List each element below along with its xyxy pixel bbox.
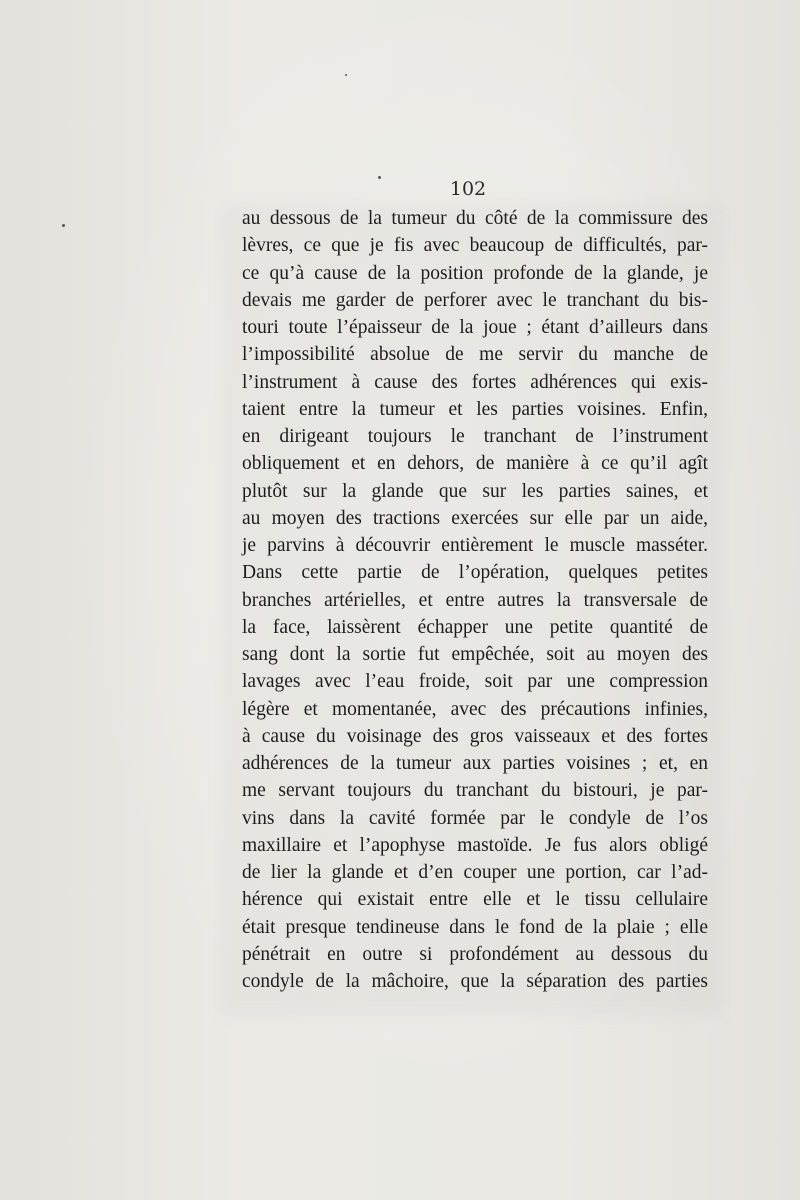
text-line: lèvres, ce que je fis avec beaucoup de difficultés, par-	[242, 235, 708, 257]
page-number: 102	[449, 178, 487, 200]
paper-speck	[62, 224, 65, 227]
text-line: la face, laissèrent échapper une petite quantité de	[242, 616, 708, 638]
text-line: maxillaire et l’apophyse mastoïde. Je fus alors obligé	[242, 834, 708, 856]
text-line: l’instrument à cause des fortes adhérences qui exis-	[242, 371, 708, 393]
text-line: Dans cette partie de l’opération, quelques petites	[242, 562, 708, 584]
text-line: en dirigeant toujours le tranchant de l’instrument	[242, 426, 708, 447]
text-line: plutôt sur la glande que sur les parties saines, et	[242, 480, 708, 502]
text-line: devais me garder de perforer avec le tranchant du bis-	[242, 289, 708, 311]
text-line: pénétrait en outre si profondément au dessous du	[242, 943, 708, 965]
text-line: me servant toujours du tranchant du bistouri, je par-	[242, 780, 708, 802]
paper-speck	[345, 74, 347, 76]
text-line: branches artérielles, et entre autres la transversale de	[242, 589, 708, 611]
text-line: sang dont la sortie fut empêchée, soit au moyen des	[242, 644, 708, 665]
text-line: de lier la glande et d’en couper une portion, car l’ad-	[242, 862, 708, 883]
text-line: l’impossibilité absolue de me servir du manche de	[242, 344, 708, 366]
text-line: taient entre la tumeur et les parties voisines. Enfin,	[242, 398, 708, 420]
text-line: obliquement et en dehors, de manière à ce qu’il agît	[242, 453, 708, 475]
text-line: je parvins à découvrir entièrement le muscle masséter.	[242, 535, 708, 556]
text-line: à cause du voisinage des gros vaisseaux et des fortes	[242, 725, 708, 747]
text-line: condyle de la mâchoire, que la séparation des parties	[242, 971, 708, 992]
text-line: vins dans la cavité formée par le condyle de l’os	[242, 807, 708, 829]
text-line: lavages avec l’eau froide, soit par une compression	[242, 671, 708, 693]
body-text	[242, 205, 708, 995]
text-line: au dessous de la tumeur du côté de la commissure des	[242, 208, 708, 229]
text-line: était presque tendineuse dans le fond de la plaie ; elle	[242, 916, 708, 938]
text-line: au moyen des tractions exercées sur elle par un aide,	[242, 507, 708, 529]
text-line: légère et momentanée, avec des précautions infinies,	[242, 698, 708, 720]
text-line: adhérences de la tumeur aux parties voisines ; et, en	[242, 753, 708, 774]
text-line: ce qu’à cause de la position profonde de la glande, je	[242, 262, 708, 284]
text-line: hérence qui existait entre elle et le tissu cellulaire	[242, 889, 708, 911]
text-line: touri toute l’épaisseur de la joue ; étant d’ailleurs dans	[242, 317, 708, 338]
